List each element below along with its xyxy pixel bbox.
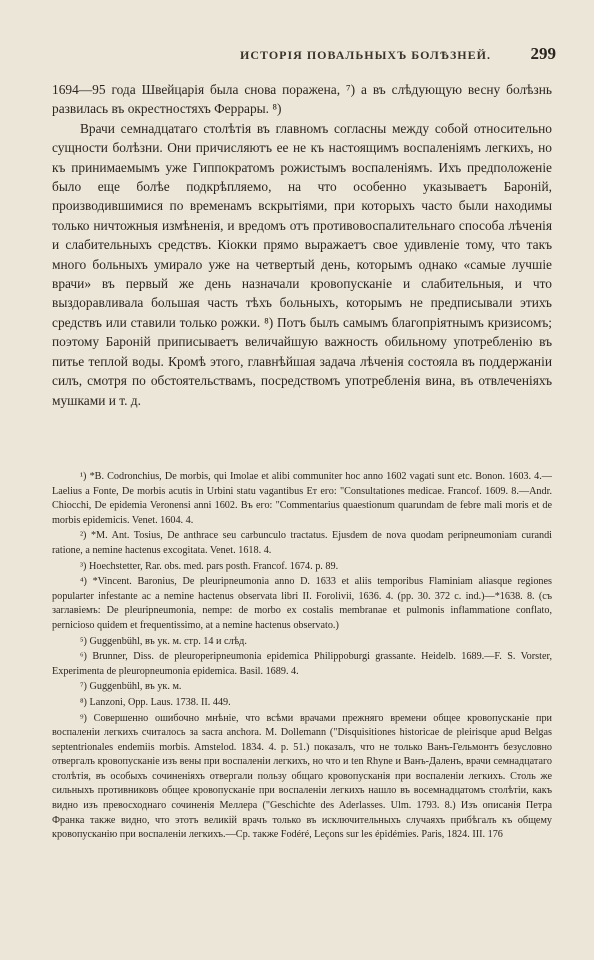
footnote: ⁹) Совершенно ошибочно мнѣніе, что всѣми врачами прежняго времени общее кровопусканіе при воспаленіи легкихъ считалось за sacra anchora. M. Dollemann ("Disquisitiones historicae de pleirisque apud Belgas septentrionales endemiis morbis. Amstelod. 1834. 4. p. 51.) показалъ, что не только Ванъ-Гельмонтъ безусловно отвергалъ кровопусканіе изъ вены при воспаленіи легкихъ, но что и ten Rhyne и Ванъ-Даленъ, врачи семнадцатаго столѣтія, въ особыхъ сочиненіяхъ отвергали пользу общаго кровопусканія при воспаленіи легкихъ. Столь же сильныхъ противниковъ общее кровопусканіе при воспаленіи легкихъ нашло въ восемнадцатомъ столѣтіи, какъ видно изъ превосходнаго сочиненія Меллера ("Geschichte des Aderlasses. Ulm. 1793. 8.) Изъ описанія Петра Франка также видно, что этотъ великій врачъ только въ исключительныхъ случаяхъ прибѣгалъ къ общему кровопусканію при воспаленіи легкихъ.—Ср. также Fodéré, Leçons sur les épidémies. Paris, 1824. III. 176 <box>52 712 552 841</box>
footnote: ⁸) Lanzoni, Opp. Laus. 1738. II. 449. <box>80 696 231 708</box>
footnote: ¹) *B. Codronchius, De morbis, qui Imolae et alibi communiter hoc anno 1602 vagati sunt etc. Bonon. 1603. 4.—Laelius a Fonte, De morbis acutis in Urbini statu vagantibus Ет его: "Consultationes medicae. Francof. 1609. 8.—Andr. Chiocchi, De epidemia Veronensi anni 1602. Въ его: "Commentarius quaestionum quarundam de febre mali moris et de morbis epidemicis. Venet. 1604. 4. <box>52 471 552 526</box>
main-text <box>52 80 552 410</box>
footnote: ⁵) Guggenbühl, въ ук. м. стр. 14 и слѣд. <box>80 635 247 647</box>
running-header: ИСТОРІЯ ПОВАЛЬНЫХЪ БОЛѢЗНЕЙ. <box>240 48 491 62</box>
footnote: ²) *M. Ant. Tosius, De anthrace seu carbunculo tractatus. Ejusdem de nova quodam peripneumoniam curandi ratione, a nemine hactenus excogitata. Venet. 1618. 4. <box>52 530 552 556</box>
footnote: ⁶) Brunner, Diss. de pleuroperipneumonia epidemica Philippoburgi grassante. Heidelb. 1689.—F. S. Vorster, Experimenta de pleuropneumonia epidemica. Basil. 1689. 4. <box>52 651 552 677</box>
footnote: ⁷) Guggenbühl, въ ук. м. <box>80 681 182 693</box>
footnote: ⁴) *Vincent. Baronius, De pleuripneumonia anno D. 1633 et aliis temporibus Flaminiam aliasque regiones popularter infestante ac a nemine hactenus observata libri II. Forolivii, 1636. 4. (pp. 30. 372 c. ind.)—*1638. 8. (съ заглавіемъ: De pleuripneumonia, nempe: de morbo ex costalis membranae et pulmonis inflammatione conflato, pernicioso quidem et frequentissimo, at a nemine hactenus observato.) <box>52 576 552 631</box>
footnote: ³) Hoechstetter, Rar. obs. med. pars posth. Francof. 1674. p. 89. <box>80 560 339 572</box>
paragraph: 1694—95 года Швейцарія была снова поражена, ⁷) а въ слѣдующую весну болѣзнь развилась въ окрестностяхъ Феррары. ⁸) <box>52 82 552 117</box>
footnotes <box>52 470 552 844</box>
page-number: 299 <box>530 44 556 63</box>
paragraph: Врачи семнадцатаго столѣтія въ главномъ согласны между собой относительно сущности болѣзни. Они причисляютъ ее не къ настоящимъ воспаленіямъ легкихъ, но къ принимаемымъ уже Гиппократомъ рожистымъ воспаленіямъ. Ихъ предположеніе было еще болѣе подкрѣпляемо, на что особенно указываетъ Бароній, производившимися по временамъ вскрытіями, при которыхъ часто были находимы только ничтожныя измѣненія, и вредомъ отъ противовоспалительнаго способа лѣченія и слабительныхъ средствъ. Кіокки прямо выражаетъ свое удивленіе тому, что такъ много больныхъ умирало уже на четвертый день, которымъ однако «самые лучшіе врачи» въ первый же день назначали кровопусканіе и слабительныя, и что выздоравливала большая часть тѣхъ больныхъ, которымъ не предписывали этихъ средствъ или ставили только рожки. ⁸) Потъ былъ самымъ благопріятнымъ кризисомъ; поэтому Бароній приписываетъ величайшую важность обильному употребленію въ питье теплой воды. Кромѣ этого, главнѣйшая задача лѣченія состояла въ поддержаніи силъ, смотря по обстоятельствамъ, посредствомъ употребленія вина, въ отвлеченіяхъ мушками и т. д. <box>52 120 552 408</box>
